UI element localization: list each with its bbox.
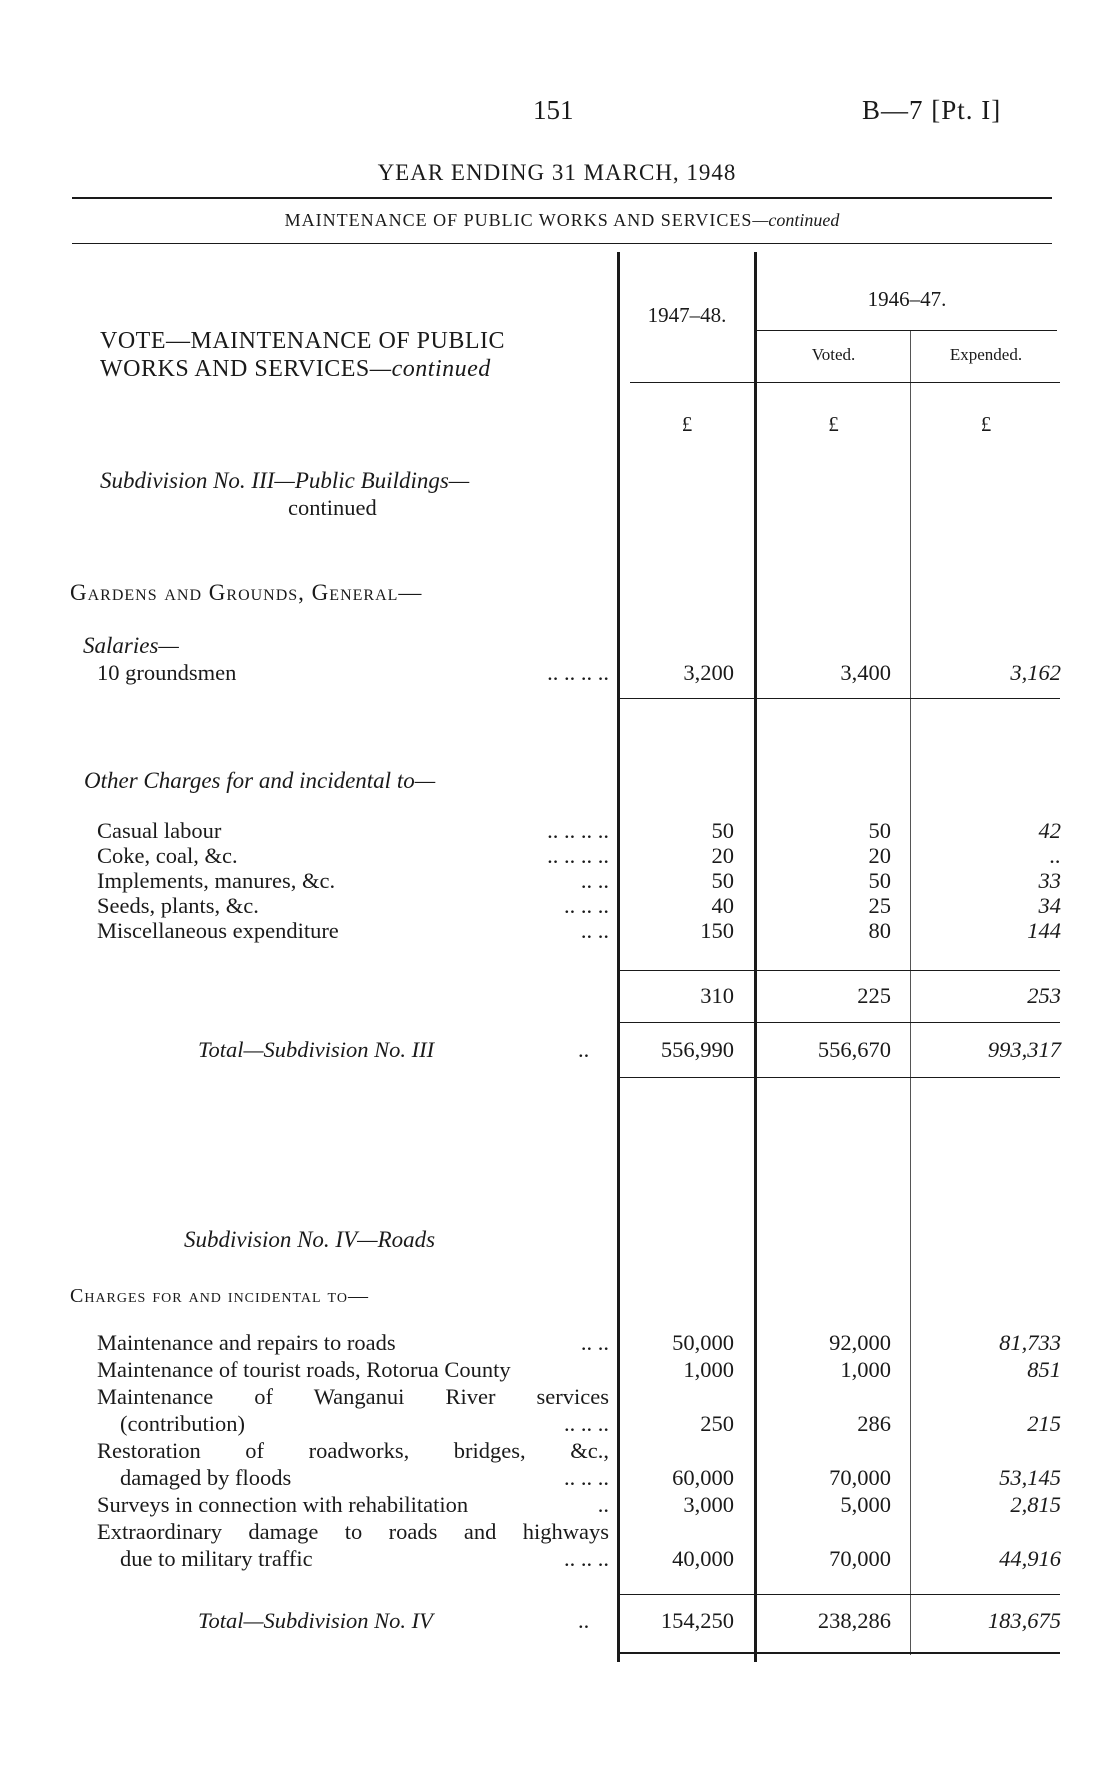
value-voted: 20 — [868, 843, 891, 868]
row-leader: .. .. .. — [564, 1465, 609, 1490]
sub4-total-1947-48: 154,250 — [660, 1608, 734, 1633]
sub3-total-expended: 993,317 — [987, 1037, 1061, 1062]
page-reference: B—7 [Pt. I] — [862, 95, 1002, 125]
row-leader: .. .. — [580, 868, 609, 893]
header-sub-rule — [757, 330, 1057, 331]
row-label — [97, 1492, 609, 1518]
header-bottom-rule — [630, 382, 1060, 383]
row-label-text: Maintenance of tourist roads, Rotorua County — [97, 1357, 511, 1382]
subtotal-rule — [620, 970, 1060, 971]
sub4-total-voted: 238,286 — [817, 1608, 891, 1633]
top-rule — [72, 197, 1052, 199]
value-voted: 25 — [868, 893, 891, 918]
value-voted: 70,000 — [829, 1465, 891, 1490]
row-leader: .. .. .. — [564, 1411, 609, 1436]
sub3-title-continued: continued — [288, 495, 377, 520]
value-expended: .. — [1049, 843, 1061, 868]
col-header-voted: Voted. — [811, 345, 856, 364]
row-label: Maintenance of Wanganui River services — [97, 1384, 609, 1409]
value-voted: 286 — [857, 1411, 891, 1436]
salaries-heading: Salaries— — [83, 633, 179, 658]
value-1947-48: 250 — [700, 1411, 734, 1436]
row-leader: .. .. .. — [564, 1546, 609, 1571]
row-label-continued — [120, 1546, 609, 1572]
row-label — [97, 868, 609, 894]
value-expended: 81,733 — [999, 1330, 1061, 1355]
value-expended: 851 — [1027, 1357, 1061, 1382]
other-charges-heading: Other Charges for and incidental to— — [84, 768, 436, 793]
column-divider-second — [754, 252, 757, 1662]
row-label-text: Surveys in connection with rehabilitation — [97, 1492, 469, 1517]
row-leader: .. .. .. — [564, 893, 609, 918]
salaries-row — [97, 660, 609, 686]
value-1947-48: 20 — [711, 843, 734, 868]
sub3-title: Subdivision No. III—Public Buildings— — [100, 468, 470, 493]
currency-col2: £ — [828, 412, 839, 436]
currency-col1: £ — [681, 412, 693, 436]
row-label-continued — [120, 1411, 609, 1437]
salaries-rule — [620, 698, 1060, 699]
value-1947-48: 3,000 — [683, 1492, 734, 1517]
sub4-total-leader: .. — [578, 1608, 590, 1633]
subtotal-1947-48: 310 — [700, 983, 734, 1008]
value-1947-48: 60,000 — [672, 1465, 734, 1490]
row-label-text: Implements, manures, &c. — [97, 868, 336, 893]
sub3-total-label: Total—Subdivision No. III — [198, 1037, 435, 1062]
value-voted: 50 — [868, 818, 891, 843]
value-expended: 42 — [1038, 818, 1061, 843]
vote-title — [100, 327, 640, 383]
row-leader: .. — [597, 1492, 609, 1517]
gardens-heading: Gardens and Grounds, General— — [70, 580, 423, 605]
row-label — [97, 1357, 609, 1383]
sub4-total-expended: 183,675 — [987, 1608, 1061, 1633]
value-expended: 144 — [1027, 918, 1061, 943]
row-label: Restoration of roadworks, bridges, &c., — [97, 1438, 609, 1463]
value-1947-48: 40 — [711, 893, 734, 918]
vote-title-continued: —continued — [369, 356, 491, 382]
vote-title-line1: VOTE—MAINTENANCE OF PUBLIC — [100, 328, 505, 354]
salaries-voted: 3,400 — [840, 660, 891, 685]
value-1947-48: 50 — [711, 868, 734, 893]
currency-col3: £ — [980, 412, 992, 436]
value-1947-48: 50,000 — [672, 1330, 734, 1355]
row-label-text: Casual labour — [97, 818, 222, 843]
value-voted: 80 — [868, 918, 891, 943]
value-expended: 34 — [1038, 893, 1061, 918]
vote-title-line2 — [100, 355, 640, 383]
section-rule — [72, 243, 1052, 244]
row-leader: .. .. .. .. — [547, 818, 609, 843]
row-label-text: Seeds, plants, &c. — [97, 893, 259, 918]
row-label — [97, 818, 609, 844]
salaries-expended: 3,162 — [1010, 660, 1061, 685]
row-label: Extraordinary damage to roads and highways — [97, 1519, 609, 1544]
subtotal-expended: 253 — [1027, 983, 1061, 1008]
row-label-text: Coke, coal, &c. — [97, 843, 238, 868]
col-header-expended: Expended. — [949, 345, 1023, 364]
row-leader: .. .. — [580, 918, 609, 943]
row-label: 10 groundsmen — [97, 660, 237, 685]
year-heading: YEAR ENDING 31 MARCH, 1948 — [377, 160, 737, 185]
value-1947-48: 50 — [711, 818, 734, 843]
section-heading — [72, 210, 1052, 231]
value-voted: 50 — [868, 868, 891, 893]
value-1947-48: 40,000 — [672, 1546, 734, 1571]
value-expended: 33 — [1038, 868, 1061, 893]
row-leader: .. .. .. .. — [547, 843, 609, 868]
value-expended: 215 — [1027, 1411, 1061, 1436]
value-expended: 2,815 — [1010, 1492, 1061, 1517]
sub4-total-rule-bottom — [620, 1652, 1060, 1654]
sub3-total-1947-48: 556,990 — [660, 1037, 734, 1062]
sub3-total-voted: 556,670 — [817, 1037, 891, 1062]
row-label — [97, 1330, 609, 1356]
row-label-continued — [120, 1465, 609, 1491]
subtotal-voted: 225 — [857, 983, 891, 1008]
sub4-charges-heading: Charges for and incidental to— — [70, 1285, 369, 1307]
row-label — [97, 843, 609, 869]
row-label-text: (contribution) — [120, 1411, 245, 1436]
row-leader: .. .. — [580, 1330, 609, 1355]
row-leader: .. .. .. .. — [547, 660, 609, 685]
row-label-text: Miscellaneous expenditure — [97, 918, 339, 943]
value-1947-48: 150 — [700, 918, 734, 943]
section-heading-continued: —continued — [752, 210, 840, 230]
value-expended: 53,145 — [999, 1465, 1061, 1490]
salaries-1947-48: 3,200 — [683, 660, 734, 685]
sub4-title: Subdivision No. IV—Roads — [184, 1227, 436, 1252]
page-number: 151 — [533, 95, 574, 125]
sub4-total-label: Total—Subdivision No. IV — [198, 1608, 433, 1633]
row-label — [97, 918, 609, 944]
vote-title-line2-text: WORKS AND SERVICES — [100, 356, 370, 382]
value-voted: 70,000 — [829, 1546, 891, 1571]
col-header-1946-47: 1946–47. — [867, 287, 947, 311]
value-voted: 92,000 — [829, 1330, 891, 1355]
total-rule-top — [620, 1022, 1060, 1023]
column-divider-main — [617, 252, 620, 1662]
value-voted: 1,000 — [840, 1357, 891, 1382]
section-heading-text: MAINTENANCE OF PUBLIC WORKS AND SERVICES — [284, 210, 753, 230]
row-label — [97, 893, 609, 919]
row-label-text: due to military traffic — [120, 1546, 313, 1571]
col-header-1947-48: 1947–48. — [647, 303, 727, 327]
sub4-total-rule-top — [620, 1594, 1060, 1595]
row-label-text: damaged by floods — [120, 1465, 292, 1490]
value-voted: 5,000 — [840, 1492, 891, 1517]
total-rule-bottom — [620, 1077, 1060, 1078]
value-expended: 44,916 — [999, 1546, 1061, 1571]
sub3-total-leader: .. — [578, 1037, 590, 1062]
row-label-text: Maintenance and repairs to roads — [97, 1330, 396, 1355]
value-1947-48: 1,000 — [683, 1357, 734, 1382]
column-divider-third — [910, 330, 911, 1655]
